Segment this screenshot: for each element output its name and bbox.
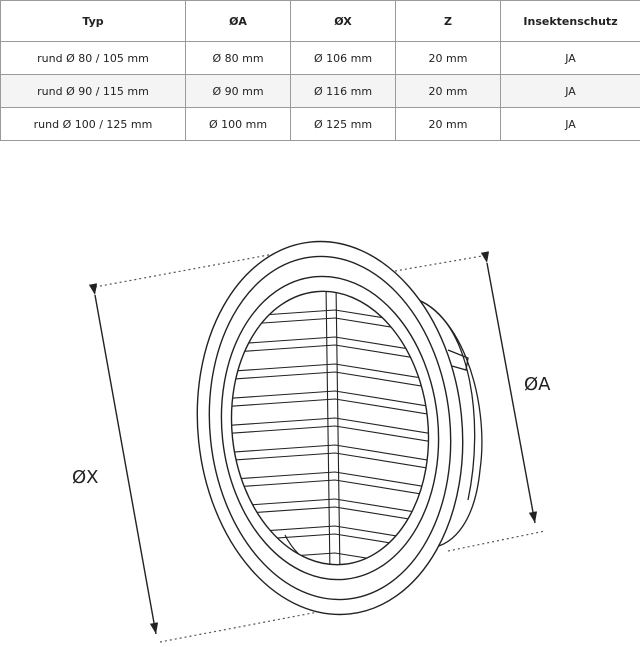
cell-oa: Ø 90 mm (186, 75, 291, 108)
cell-ox: Ø 125 mm (291, 108, 396, 141)
table-header-row (1, 1, 640, 42)
table-row (1, 42, 640, 75)
dimension-label-x: ØX (72, 467, 99, 488)
cell-ox: Ø 116 mm (291, 75, 396, 108)
cell-typ: rund Ø 90 / 115 mm (1, 75, 186, 108)
cell-insektenschutz: JA (501, 75, 640, 108)
cell-ox: Ø 106 mm (291, 42, 396, 75)
cell-z: 20 mm (396, 42, 501, 75)
table-row (1, 75, 640, 108)
dimension-arrow-x (95, 295, 156, 634)
cell-insektenschutz: JA (501, 108, 640, 141)
header-ox: ØX (291, 1, 396, 42)
dimension-label-a: ØA (524, 374, 551, 395)
cell-insektenschutz: JA (501, 42, 640, 75)
cell-typ: rund Ø 80 / 105 mm (1, 42, 186, 75)
cell-z: 20 mm (396, 108, 501, 141)
outer-flange (179, 228, 481, 628)
cell-z: 20 mm (396, 75, 501, 108)
header-z: Z (396, 1, 501, 42)
spec-table (0, 0, 640, 141)
cell-oa: Ø 80 mm (186, 42, 291, 75)
header-oa: ØA (186, 1, 291, 42)
cell-typ: rund Ø 100 / 125 mm (1, 108, 186, 141)
header-insektenschutz: Insektenschutz (501, 1, 640, 42)
vent-grille-drawing (0, 160, 640, 647)
cell-oa: Ø 100 mm (186, 108, 291, 141)
header-typ: Typ (1, 1, 186, 42)
table-row (1, 108, 640, 141)
